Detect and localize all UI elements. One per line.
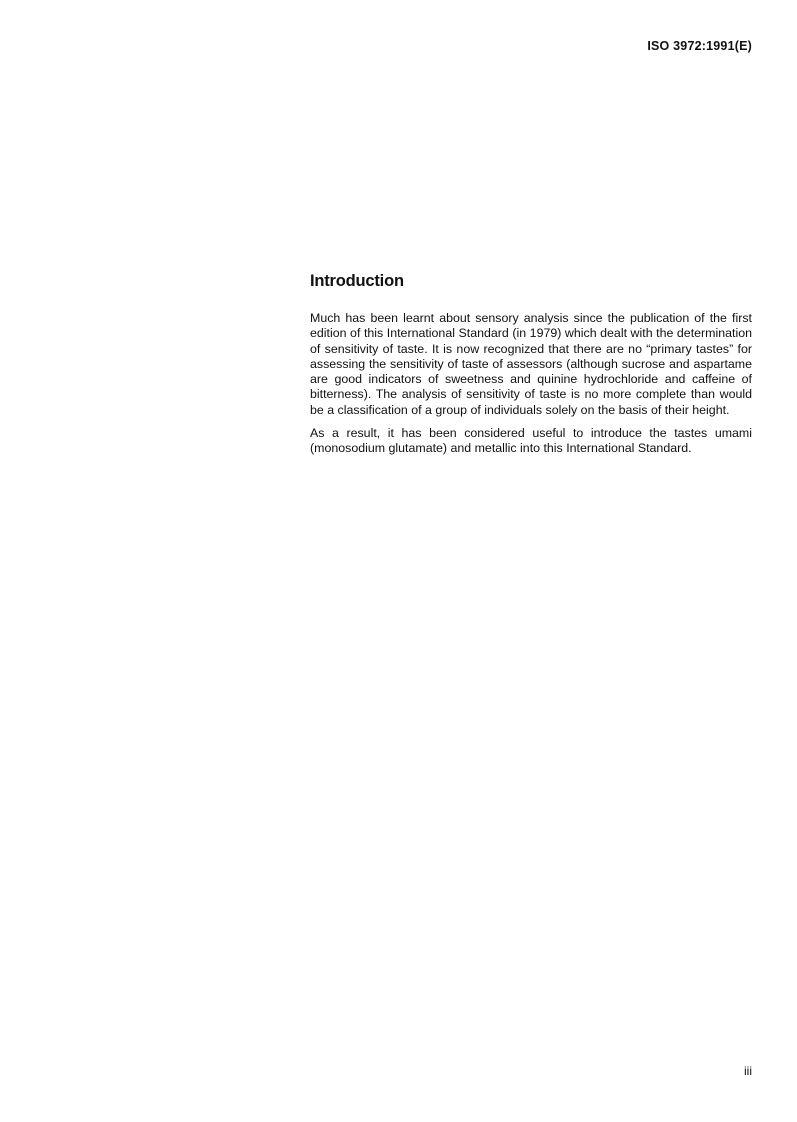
introduction-paragraph-1: Much has been learnt about sensory analysis since the publication of the first edition of this International Standard (in 1979) which dealt with the determination of sensitivity of taste. It is now recognized that there are no “primary tastes” for assessing the sensitivity of taste of assessors (although sucrose and aspartame are good indicators of sweetness and quinine hydrochloride and caffeine of bitterness). The analysis of sensitivity of taste is no more complete than would be a classification of a group of individuals solely on the basis of their height.	[310, 311, 752, 417]
introduction-section	[310, 272, 752, 465]
page-number: iii	[744, 1064, 752, 1078]
document-standard-code: ISO 3972:1991(E)	[647, 39, 752, 53]
section-title: Introduction	[310, 272, 404, 290]
introduction-paragraph-2: As a result, it has been considered useful to introduce the tastes umami (monosodium glutamate) and metallic into this International Standard.	[310, 426, 752, 456]
